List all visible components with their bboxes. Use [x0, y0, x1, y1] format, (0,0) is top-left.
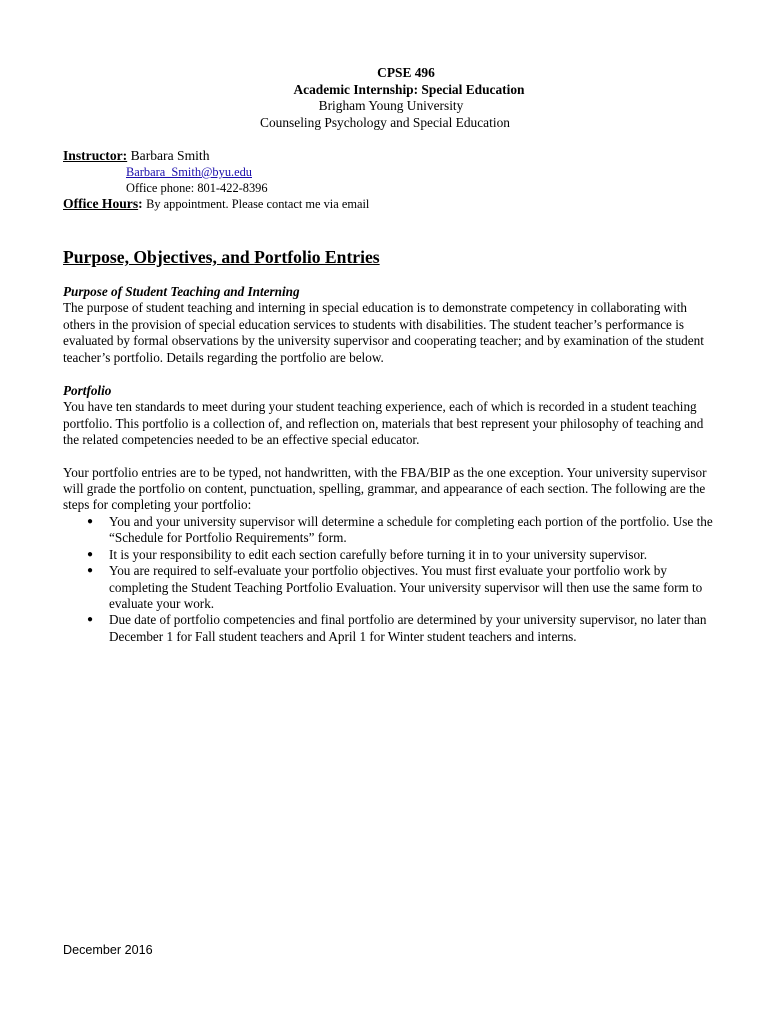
- instructor-label: Instructor:: [63, 148, 128, 163]
- department-name: Counseling Psychology and Special Education: [260, 114, 510, 130]
- bullet-icon: ●: [87, 614, 94, 626]
- list-item: [63, 563, 713, 612]
- bullet-icon: ●: [87, 548, 94, 560]
- office-hours-label: Office Hours: [63, 196, 139, 211]
- portfolio-paragraph-2: Your portfolio entries are to be typed, not handwritten, with the FBA/BIP as the one exception. Your university supervisor will grade the portfolio on content, punctuation, spelling, grammar, and appearance of each section. The following are the steps for completing your portfolio:: [63, 464, 707, 513]
- list-item: [63, 547, 713, 563]
- list-item-text: Due date of portfolio competencies and final portfolio are determined by your university supervisor, no later than December 1 for Fall student teachers and April 1 for Winter student teachers and interns.: [109, 612, 707, 644]
- list-item-text: You and your university supervisor will determine a schedule for completing each portion of the portfolio. Use the “Schedule for Portfolio Requirements” form.: [109, 513, 713, 546]
- instructor-email-link[interactable]: Barbara_Smith@byu.edu: [126, 165, 252, 179]
- portfolio-heading: Portfolio: [63, 383, 112, 399]
- portfolio-steps-list: [63, 514, 713, 645]
- instructor-name: Barbara Smith: [130, 148, 210, 163]
- list-item-text: It is your responsibility to edit each section carefully before turning it in to your university supervisor.: [109, 546, 648, 562]
- purpose-paragraph: The purpose of student teaching and interning in special education is to demonstrate competency in collaborating with others in the provision of special education services to students with disabilities. The student teacher’s performance is evaluated by formal observations by the university supervisor and cooperating teacher; and by examination of the student teacher’s portfolio. Details regarding the portfolio are below.: [63, 300, 704, 365]
- course-header: [0, 65, 770, 131]
- instructor-info: [63, 148, 369, 212]
- instructor-phone: Office phone: 801-422-8396: [126, 181, 268, 195]
- list-item: [63, 514, 713, 547]
- list-item-text: You are required to self-evaluate your portfolio objectives. You must first evaluate your portfolio work by completing the Student Teaching Portfolio Evaluation. Your university supervisor will then use the same form to evaluate your work.: [109, 563, 703, 611]
- office-hours-colon: :: [138, 196, 143, 211]
- footer-date: December 2016: [63, 943, 153, 957]
- section-title: Purpose, Objectives, and Portfolio Entries: [63, 247, 380, 267]
- purpose-heading: Purpose of Student Teaching and Interning: [63, 284, 300, 299]
- portfolio-paragraph-1: You have ten standards to meet during your student teaching experience, each of which is recorded in a student teaching portfolio. This portfolio is a collection of, and reflection on, materials that best represent your philosophy of teaching and the related competencies needed to be an effective special educator.: [63, 399, 704, 448]
- bullet-icon: ●: [87, 565, 94, 577]
- university-name: Brigham Young University: [318, 98, 464, 114]
- course-code: CPSE 496: [377, 65, 435, 80]
- list-item: [63, 612, 713, 645]
- main-content: [63, 284, 713, 645]
- bullet-icon: ●: [87, 515, 94, 527]
- course-title: Academic Internship: Special Education: [293, 81, 525, 97]
- office-hours-value: By appointment. Please contact me via email: [146, 197, 370, 211]
